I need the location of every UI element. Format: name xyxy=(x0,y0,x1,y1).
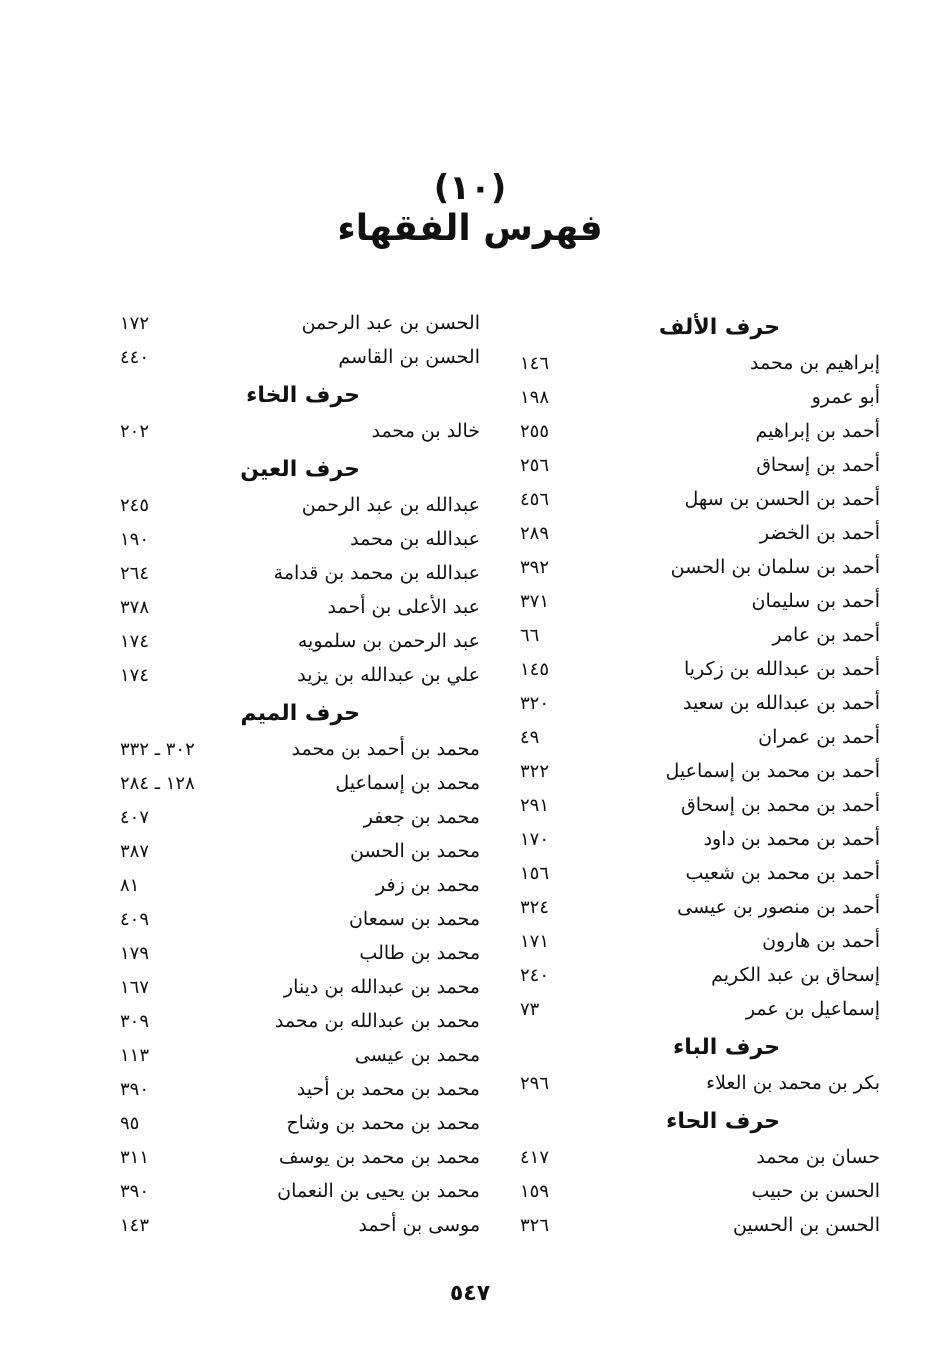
index-entry xyxy=(120,732,480,766)
page-reference: ٢٥٦ xyxy=(520,455,550,476)
index-entry xyxy=(120,766,480,800)
jurist-name: محمد بن إسماعيل xyxy=(335,772,480,794)
index-entry xyxy=(520,958,880,992)
page-reference: ٦٦ xyxy=(520,625,540,646)
jurist-name: بكر بن محمد بن العلاء xyxy=(706,1072,880,1094)
letter-heading: حرف الألف xyxy=(658,315,780,340)
jurist-name: محمد بن عبدالله بن محمد xyxy=(274,1010,480,1032)
jurist-name: محمد بن طالب xyxy=(359,942,480,964)
page-reference: ١٦٧ xyxy=(120,977,150,998)
jurist-name: حسان بن محمد xyxy=(756,1146,880,1168)
jurist-name: علي بن عبدالله بن يزيد xyxy=(297,664,480,686)
jurist-name: عبد الرحمن بن سلمويه xyxy=(297,630,480,652)
index-entry xyxy=(120,340,480,374)
page-reference: ١٥٩ xyxy=(520,1181,550,1202)
index-entry xyxy=(120,834,480,868)
index-entry xyxy=(120,1174,480,1208)
jurist-name: محمد بن محمد بن يوسف xyxy=(278,1146,480,1168)
page-reference: ٤١٧ xyxy=(520,1147,550,1168)
index-entry xyxy=(120,590,480,624)
jurist-name: أحمد بن سليمان xyxy=(751,590,880,612)
page-reference: ١١٣ xyxy=(120,1045,150,1066)
jurist-name: الحسن بن حبيب xyxy=(751,1180,880,1202)
jurist-name: عبد الأعلى بن أحمد xyxy=(327,596,480,618)
index-entry xyxy=(120,970,480,1004)
jurist-name: أحمد بن عبدالله بن زكريا xyxy=(683,658,880,680)
index-entry xyxy=(520,992,880,1026)
page-reference: ٢٩١ xyxy=(520,795,550,816)
page-reference: ٤٠٧ xyxy=(120,807,150,828)
jurist-name: أحمد بن عبدالله بن سعيد xyxy=(682,692,880,714)
index-entry xyxy=(520,856,880,890)
index-entry xyxy=(520,788,880,822)
jurist-name: محمد بن جعفر xyxy=(363,806,480,828)
index-entry xyxy=(120,414,480,448)
letter-heading: حرف العين xyxy=(240,457,360,482)
index-entry xyxy=(120,624,480,658)
index-entry xyxy=(120,658,480,692)
page-reference: ٤٩ xyxy=(520,727,540,748)
jurist-name: محمد بن محمد بن أحيد xyxy=(296,1078,480,1100)
page-reference: ٤٥٦ xyxy=(520,489,550,510)
page-reference: ٣٢٦ xyxy=(520,1215,550,1236)
jurist-name: موسى بن أحمد xyxy=(358,1214,480,1236)
index-entry xyxy=(520,346,880,380)
page-reference: ١٧٠ xyxy=(520,829,550,850)
jurist-name: أحمد بن محمد بن داود xyxy=(703,828,880,850)
index-entry xyxy=(520,516,880,550)
index-entry xyxy=(120,306,480,340)
jurist-name: أحمد بن عامر xyxy=(772,624,880,646)
page-reference: ٩٥ xyxy=(120,1113,140,1134)
jurist-name: أحمد بن إسحاق xyxy=(756,454,880,476)
page-title: فهرس الفقهاء xyxy=(337,208,603,249)
page-reference: ٨١ xyxy=(120,875,140,896)
page-reference: ١٧٩ xyxy=(120,943,150,964)
page-reference: ٢٥٥ xyxy=(520,421,550,442)
page-reference: ٣٩٠ xyxy=(120,1079,150,1100)
index-entry xyxy=(520,448,880,482)
jurist-name: أحمد بن الحسن بن سهل xyxy=(684,488,880,510)
page-reference: ٣٨٧ xyxy=(120,841,150,862)
page-reference: ٣٢٠ xyxy=(520,693,550,714)
index-entry xyxy=(520,550,880,584)
jurist-name: محمد بن عبدالله بن دينار xyxy=(283,976,480,998)
page-reference: ٢٤٥ xyxy=(120,495,150,516)
jurist-name: إسماعيل بن عمر xyxy=(745,998,880,1020)
jurist-name: عبدالله بن عبد الرحمن xyxy=(301,494,480,516)
index-entry xyxy=(120,1106,480,1140)
jurist-name: عبدالله بن محمد xyxy=(350,528,480,550)
page-reference: ٣٧٨ xyxy=(120,597,150,618)
jurist-name: محمد بن زفر xyxy=(376,874,480,896)
page-reference: ٣٩٠ xyxy=(120,1181,150,1202)
index-entry xyxy=(520,380,880,414)
jurist-name: محمد بن الحسن xyxy=(350,840,480,862)
page-reference: ١٤٥ xyxy=(520,659,550,680)
page-reference: ٢٨٩ xyxy=(520,523,550,544)
page-reference: ٤٤٠ xyxy=(120,347,150,368)
index-column-right xyxy=(520,306,880,1242)
index-entry xyxy=(520,652,880,686)
index-entry xyxy=(120,936,480,970)
index-entry xyxy=(520,890,880,924)
jurist-name: خالد بن محمد xyxy=(371,420,480,442)
jurist-name: أحمد بن هارون xyxy=(762,930,880,952)
index-entry xyxy=(120,1038,480,1072)
index-entry xyxy=(120,868,480,902)
index-entry xyxy=(120,488,480,522)
page-reference: ١٤٦ xyxy=(520,353,550,374)
page-reference: ٧٣ xyxy=(520,999,540,1020)
jurist-name: الحسن بن عبد الرحمن xyxy=(301,312,480,334)
index-entry xyxy=(120,1140,480,1174)
letter-heading: حرف الخاء xyxy=(246,383,360,408)
letter-heading: حرف الباء xyxy=(672,1035,780,1060)
page-reference: ٣٧١ xyxy=(520,591,550,612)
jurist-name: أحمد بن عمران xyxy=(758,726,880,748)
index-entry xyxy=(520,1174,880,1208)
jurist-name: محمد بن أحمد بن محمد xyxy=(291,738,480,760)
index-entry xyxy=(120,1072,480,1106)
index-entry xyxy=(120,556,480,590)
index-entry xyxy=(520,414,880,448)
jurist-name: أحمد بن سلمان بن الحسن xyxy=(670,556,880,578)
page-reference: ٢٩٦ xyxy=(520,1073,550,1094)
page-reference: ١٧٢ xyxy=(120,313,150,334)
index-entry xyxy=(520,1140,880,1174)
jurist-name: أحمد بن إبراهيم xyxy=(755,420,880,442)
jurist-name: محمد بن يحيى بن النعمان xyxy=(277,1180,480,1202)
jurist-name: محمد بن محمد بن وشاح xyxy=(286,1112,480,1134)
page-reference: ٣٢٤ xyxy=(520,897,550,918)
index-entry xyxy=(520,1066,880,1100)
jurist-name: أبو عمرو xyxy=(811,386,880,408)
jurist-name: الحسن بن الحسين xyxy=(732,1214,880,1236)
jurist-name: إسحاق بن عبد الكريم xyxy=(711,964,880,986)
page-reference: ١٩٠ xyxy=(120,529,150,550)
index-entry xyxy=(520,822,880,856)
index-entry xyxy=(120,1208,480,1242)
index-entry xyxy=(520,618,880,652)
page-reference: ١٧٤ xyxy=(120,665,150,686)
index-entry xyxy=(520,686,880,720)
page-reference: ٢٤٠ xyxy=(520,965,550,986)
jurist-name: أحمد بن محمد بن إسماعيل xyxy=(665,760,880,782)
letter-heading: حرف الحاء xyxy=(666,1109,780,1134)
section-number: (١٠) xyxy=(433,168,507,208)
page-reference: ١٩٨ xyxy=(520,387,550,408)
jurist-name: محمد بن عيسى xyxy=(354,1044,480,1066)
page-reference: ٣٢٢ xyxy=(520,761,550,782)
page-reference: ١٧١ xyxy=(520,931,550,952)
jurist-name: أحمد بن منصور بن عيسى xyxy=(677,896,880,918)
index-entry xyxy=(520,482,880,516)
page-reference: ٢٠٢ xyxy=(120,421,150,442)
jurist-name: أحمد بن الخضر xyxy=(759,522,880,544)
index-column-left xyxy=(120,306,480,1242)
index-entry xyxy=(120,522,480,556)
page-reference: ١٧٤ xyxy=(120,631,150,652)
page-reference: ٢٦٤ xyxy=(120,563,150,584)
page-reference: ٣١١ xyxy=(120,1147,150,1168)
jurist-name: أحمد بن محمد بن إسحاق xyxy=(680,794,880,816)
page-reference: ١٢٨ ـ ٢٨٤ xyxy=(120,773,195,794)
page-reference: ٤٠٩ xyxy=(120,909,150,930)
index-entry xyxy=(520,720,880,754)
jurist-name: إبراهيم بن محمد xyxy=(750,352,880,374)
page-reference: ٣٠٢ ـ ٣٣٢ xyxy=(120,739,195,760)
jurist-name: محمد بن سمعان xyxy=(348,908,480,930)
index-entry xyxy=(120,800,480,834)
jurist-name: عبدالله بن محمد بن قدامة xyxy=(273,562,480,584)
letter-heading: حرف الميم xyxy=(240,701,360,726)
index-entry xyxy=(520,754,880,788)
page-reference: ٣٩٢ xyxy=(520,557,550,578)
index-entry xyxy=(120,1004,480,1038)
index-entry xyxy=(120,902,480,936)
page-reference: ١٤٣ xyxy=(120,1215,150,1236)
index-entry xyxy=(520,584,880,618)
index-entry xyxy=(520,924,880,958)
page-number: ٥٤٧ xyxy=(449,1281,491,1306)
page-reference: ٣٠٩ xyxy=(120,1011,150,1032)
index-entry xyxy=(520,1208,880,1242)
page-reference: ١٥٦ xyxy=(520,863,550,884)
jurist-name: الحسن بن القاسم xyxy=(338,346,480,368)
jurist-name: أحمد بن محمد بن شعيب xyxy=(685,862,880,884)
